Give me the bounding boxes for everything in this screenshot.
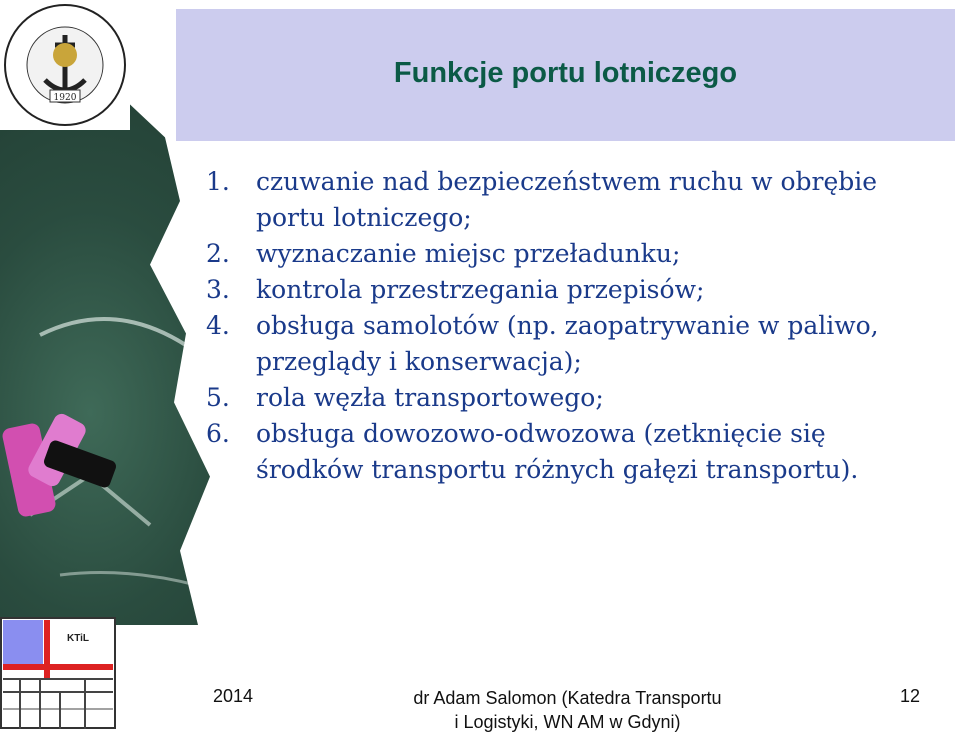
list-item: 3. kontrola przestrzegania przepisów; — [206, 275, 705, 304]
title-band — [176, 9, 955, 141]
list-item: 1. czuwanie nad bezpieczeństwem ruchu w obrębie portu lotniczego; — [206, 167, 878, 232]
footer-author: dr Adam Salomon (Katedra Transportu i Logistyki, WN AM w Gdyni) — [413, 688, 722, 732]
function-list — [206, 164, 926, 488]
list-item: 6. obsługa dowozowo-odwozowa (zetknięcie się środków transportu różnych gałęzi transportu). — [206, 419, 859, 484]
page-number: 12 — [900, 686, 921, 706]
academy-logo — [0, 0, 130, 130]
list-item: 5. rola węzła transportowego; — [206, 383, 604, 412]
ktil-logo — [0, 617, 116, 729]
logo-year: 1920 — [53, 93, 77, 103]
page-title: Funkcje portu lotniczego — [393, 57, 738, 89]
list-item: 2. wyznaczanie miejsc przeładunku; — [206, 239, 681, 268]
ktil-label: KTiL — [66, 633, 90, 644]
footer-year: 2014 — [213, 686, 254, 706]
list-item: 4. obsługa samolotów (np. zaopatrywanie w paliwo, przeglądy i konserwacja); — [206, 311, 879, 376]
